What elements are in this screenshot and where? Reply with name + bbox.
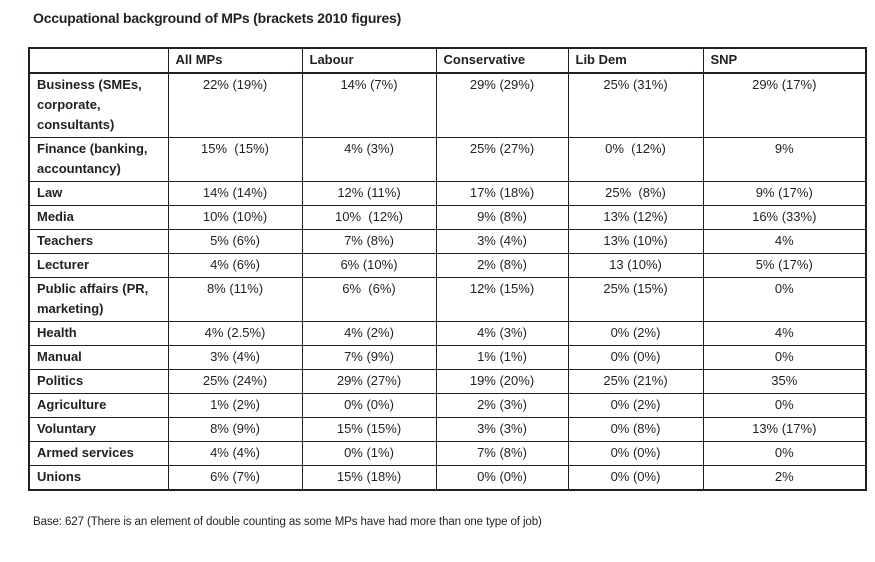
value-cell: 4% (3%) <box>302 138 436 182</box>
value-cell: 1% (2%) <box>168 394 302 418</box>
value-cell: 0% (0%) <box>302 394 436 418</box>
occupation-label: Politics <box>29 370 168 394</box>
value-cell: 0% <box>703 346 866 370</box>
occupation-label: Lecturer <box>29 254 168 278</box>
table-body <box>29 73 866 490</box>
occupation-label: Public affairs (PR, marketing) <box>29 278 168 322</box>
value-cell: 25% (31%) <box>568 73 703 138</box>
table-row <box>29 322 866 346</box>
value-cell: 0% (1%) <box>302 442 436 466</box>
table-header <box>29 48 866 73</box>
table-row <box>29 346 866 370</box>
value-cell: 8% (11%) <box>168 278 302 322</box>
value-cell: 0% (12%) <box>568 138 703 182</box>
occupation-label: Unions <box>29 466 168 491</box>
value-cell: 4% (2.5%) <box>168 322 302 346</box>
value-cell: 9% (17%) <box>703 182 866 206</box>
value-cell: 5% (6%) <box>168 230 302 254</box>
occupation-label: Teachers <box>29 230 168 254</box>
value-cell: 7% (8%) <box>436 442 568 466</box>
table-row <box>29 466 866 491</box>
value-cell: 25% (21%) <box>568 370 703 394</box>
value-cell: 5% (17%) <box>703 254 866 278</box>
value-cell: 0% (0%) <box>568 466 703 491</box>
value-cell: 9% <box>703 138 866 182</box>
table-row <box>29 394 866 418</box>
table-row <box>29 230 866 254</box>
value-cell: 29% (27%) <box>302 370 436 394</box>
table-row <box>29 370 866 394</box>
occupation-label: Armed services <box>29 442 168 466</box>
column-header: Labour <box>302 48 436 73</box>
value-cell: 12% (15%) <box>436 278 568 322</box>
value-cell: 12% (11%) <box>302 182 436 206</box>
value-cell: 19% (20%) <box>436 370 568 394</box>
value-cell: 14% (14%) <box>168 182 302 206</box>
value-cell: 16% (33%) <box>703 206 866 230</box>
occupational-background-table <box>28 47 867 491</box>
value-cell: 0% (0%) <box>436 466 568 491</box>
value-cell: 25% (15%) <box>568 278 703 322</box>
occupation-label: Finance (banking, accountancy) <box>29 138 168 182</box>
value-cell: 0% (8%) <box>568 418 703 442</box>
value-cell: 6% (7%) <box>168 466 302 491</box>
table-row <box>29 206 866 230</box>
occupation-label: Law <box>29 182 168 206</box>
value-cell: 3% (3%) <box>436 418 568 442</box>
value-cell: 4% (6%) <box>168 254 302 278</box>
value-cell: 17% (18%) <box>436 182 568 206</box>
header-row <box>29 48 866 73</box>
table-row <box>29 254 866 278</box>
value-cell: 25% (24%) <box>168 370 302 394</box>
row-label-column-header <box>29 48 168 73</box>
value-cell: 13 (10%) <box>568 254 703 278</box>
table-row <box>29 138 866 182</box>
table-row <box>29 442 866 466</box>
value-cell: 14% (7%) <box>302 73 436 138</box>
value-cell: 15% (15%) <box>168 138 302 182</box>
occupation-label: Business (SMEs, corporate, consultants) <box>29 73 168 138</box>
value-cell: 15% (15%) <box>302 418 436 442</box>
value-cell: 3% (4%) <box>168 346 302 370</box>
value-cell: 35% <box>703 370 866 394</box>
column-header: Lib Dem <box>568 48 703 73</box>
value-cell: 4% <box>703 230 866 254</box>
value-cell: 9% (8%) <box>436 206 568 230</box>
base-note: Base: 627 (There is an element of double counting as some MPs have had more than one type of job) <box>33 516 542 528</box>
value-cell: 13% (17%) <box>703 418 866 442</box>
value-cell: 1% (1%) <box>436 346 568 370</box>
occupation-label: Voluntary <box>29 418 168 442</box>
value-cell: 3% (4%) <box>436 230 568 254</box>
value-cell: 0% (0%) <box>568 346 703 370</box>
value-cell: 25% (8%) <box>568 182 703 206</box>
value-cell: 15% (18%) <box>302 466 436 491</box>
value-cell: 29% (29%) <box>436 73 568 138</box>
table-row <box>29 278 866 322</box>
occupation-label: Health <box>29 322 168 346</box>
value-cell: 29% (17%) <box>703 73 866 138</box>
value-cell: 0% (2%) <box>568 394 703 418</box>
column-header: SNP <box>703 48 866 73</box>
value-cell: 6% (6%) <box>302 278 436 322</box>
value-cell: 0% (0%) <box>568 442 703 466</box>
value-cell: 0% <box>703 394 866 418</box>
value-cell: 8% (9%) <box>168 418 302 442</box>
occupation-label: Agriculture <box>29 394 168 418</box>
value-cell: 4% (4%) <box>168 442 302 466</box>
page-title: Occupational background of MPs (brackets 2010 figures) <box>33 10 402 26</box>
value-cell: 6% (10%) <box>302 254 436 278</box>
occupation-label: Media <box>29 206 168 230</box>
value-cell: 10% (10%) <box>168 206 302 230</box>
table-row <box>29 418 866 442</box>
value-cell: 0% <box>703 278 866 322</box>
value-cell: 22% (19%) <box>168 73 302 138</box>
table-row <box>29 73 866 138</box>
value-cell: 4% (2%) <box>302 322 436 346</box>
value-cell: 4% <box>703 322 866 346</box>
value-cell: 2% (8%) <box>436 254 568 278</box>
value-cell: 13% (10%) <box>568 230 703 254</box>
value-cell: 4% (3%) <box>436 322 568 346</box>
table-row <box>29 182 866 206</box>
occupation-label: Manual <box>29 346 168 370</box>
value-cell: 25% (27%) <box>436 138 568 182</box>
column-header: Conservative <box>436 48 568 73</box>
value-cell: 2% (3%) <box>436 394 568 418</box>
value-cell: 7% (8%) <box>302 230 436 254</box>
value-cell: 10% (12%) <box>302 206 436 230</box>
value-cell: 0% <box>703 442 866 466</box>
value-cell: 2% <box>703 466 866 491</box>
column-header: All MPs <box>168 48 302 73</box>
value-cell: 13% (12%) <box>568 206 703 230</box>
value-cell: 7% (9%) <box>302 346 436 370</box>
value-cell: 0% (2%) <box>568 322 703 346</box>
